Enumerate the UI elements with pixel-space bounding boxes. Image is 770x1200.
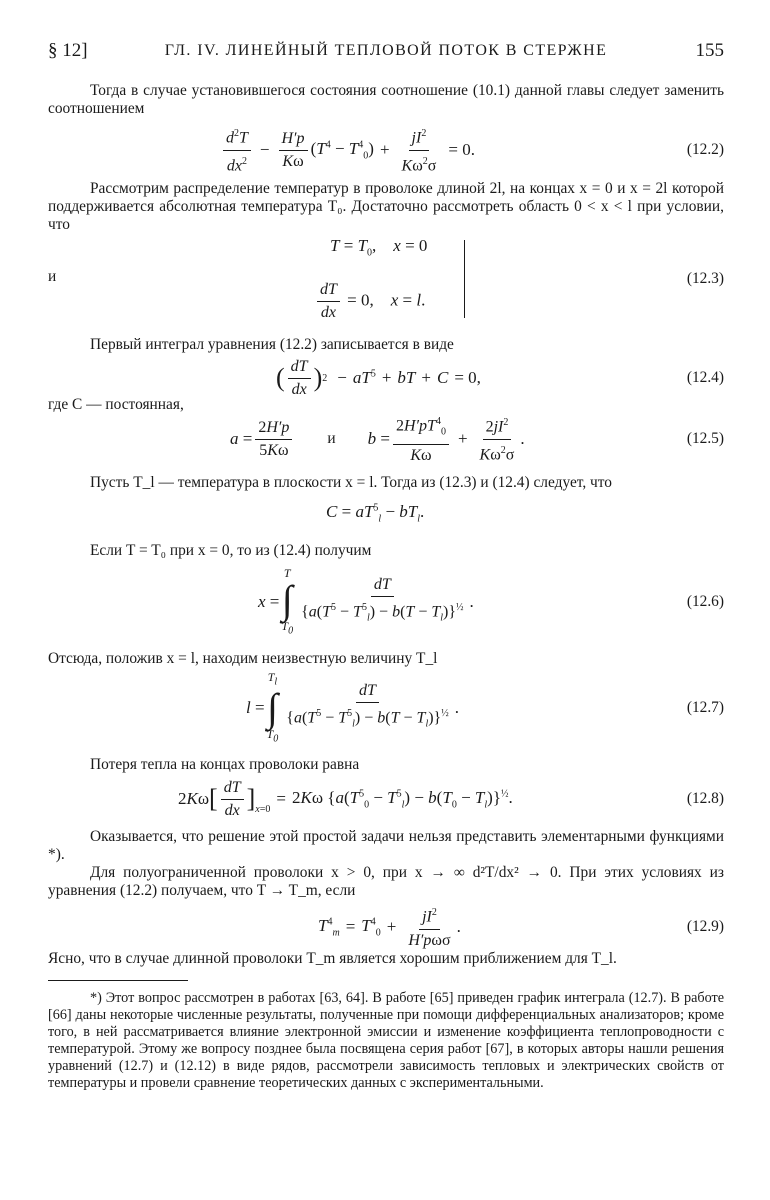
equation-12-5-body: a = $\frac{2H'p}{5K\omega}$ и b = $\frac{2H'pT^4_0}{K\omega}$ + $\frac{2jI^2}{K\omega^2\sigma}$ . — [230, 412, 525, 466]
paragraph-1: Тогда в случае установившегося состояния соотношение (10.1) данной главы следует заменить соотношением — [48, 82, 724, 117]
paragraph-6: Если T = T₀ при x = 0, то из (12.4) получим — [90, 542, 372, 559]
constant-c-equation: $C = aT^5_l - bT_l$. — [326, 502, 425, 525]
footnote-rule — [48, 980, 188, 981]
section-marker: § 12] — [48, 40, 88, 61]
equation-12-2 — [48, 122, 724, 178]
paragraph-10: Для полуограниченной проволоки x > 0, при x → ∞ d²T/dx² → 0. При этих условиях из уравнения (12.2) получаем, что T → T_m, если — [48, 864, 724, 899]
equation-12-7-body: l = $T_l$ ∫ $T_0$ $\frac{dT}{\{a(T^5 - T^5_l) - b(T - T_l)\}^{\frac{1}{2}}}$ . — [246, 669, 459, 745]
paragraph-8: Потеря тепла на концах проволоки равна — [90, 756, 360, 773]
equation-12-4-body: ( $\frac{dT}{dx}$ ) 2 − $aT^5$ + bT + C = 0, — [276, 357, 481, 398]
condition-1: $T = T_0$, x = 0 — [330, 236, 428, 259]
equation-12-6-body: x = T ∫ $T_0$ $\frac{dT}{\{a(T^5 - T^5_l) - b(T - T_l)\}^{\frac{1}{2}}}$ . — [258, 565, 474, 637]
equation-12-9-body: $T^4_m$ = $T^4_0$ + $\frac{jI^2}{\text{H′pωσ}}$ . — [318, 900, 461, 954]
and-word-2: и — [327, 430, 336, 447]
paragraph-2: Рассмотрим распределение температур в проволоке длиной 2l, на концах x = 0 и x = 2l которой поддерживается абсолютная температура T₀. Достаточно рассмотреть область 0 < x < l при условии, что — [48, 180, 724, 233]
equation-12-2-body: $\frac{d^2T}{dx^2}$ − $\frac{H'p}{K\omega}$ $(T^4 - T^4_0)$ + $\frac{jI^2}{K\omega^2\sigma}$ = 0. — [220, 122, 481, 178]
and-word: и — [48, 268, 57, 285]
paragraph-4: где C — постоянная, — [48, 396, 184, 413]
condition-2: $\frac{dT}{dx}$ = 0, x = l. — [314, 280, 425, 323]
paragraph-5: Пусть T_l — температура в плоскости x = l. Тогда из (12.3) и (12.4) следует, что — [90, 474, 612, 491]
equation-12-8 — [48, 772, 724, 826]
equation-12-8-body: 2Kω [ $\frac{dT}{dx}$ ] $_{x =0}$ = 2Kω $\{a(T^5_0 - T^5_l) - b(T_0 - T_l)\}^{\frac{1}{2}}$. — [178, 778, 513, 819]
equation-number-12-7: (12.7) — [686, 699, 724, 716]
condition-brace — [458, 240, 465, 318]
running-header — [48, 40, 724, 66]
equation-number-12-5: (12.5) — [686, 430, 724, 447]
equation-number-12-8: (12.8) — [686, 790, 724, 807]
paragraph-11: Ясно, что в случае длинной проволоки T_m является хорошим приближением для T_l. — [48, 950, 617, 967]
equation-number-12-9: (12.9) — [686, 918, 724, 935]
equation-number-12-2: (12.2) — [686, 141, 724, 158]
page-number: 155 — [695, 40, 724, 61]
equation-number-12-6: (12.6) — [686, 593, 724, 610]
equation-number-12-3: (12.3) — [686, 270, 724, 287]
equation-12-9 — [48, 900, 724, 954]
chapter-title: ГЛ. IV. ЛИНЕЙНЫЙ ТЕПЛОВОЙ ПОТОК В СТЕРЖНЕ — [164, 42, 608, 59]
footnote: *) Этот вопрос рассмотрен в работах [63, 64]. В работе [65] приведен график интеграла (12.7). В работе [66] даны некоторые численные результаты, полученные при помощи дифференциальных анализаторов; кроме того, в ней рассматривается влияние электронной эмиссии и изменение коэффициента теплопроводности с температурой. Этому же вопросу позднее была посвящена серия работ [67], в которых авторы нашли решения уравнений (12.7) и (12.12) в виде рядов, рассмотрели зависимость тепловых и электрических свойств от температуры и провели сравнение теоретических данных с экспериментальными. — [48, 990, 724, 1091]
equation-12-6 — [48, 566, 724, 638]
equation-12-7 — [48, 669, 724, 745]
equation-number-12-4: (12.4) — [686, 369, 724, 386]
equation-12-5 — [48, 412, 724, 466]
paragraph-3: Первый интеграл уравнения (12.2) записывается в виде — [90, 336, 454, 353]
paragraph-7: Отсюда, положив x = l, находим неизвестную величину T_l — [48, 650, 438, 667]
paragraph-9: Оказывается, что решение этой простой задачи нельзя представить элементарными функциями *). — [48, 828, 724, 863]
